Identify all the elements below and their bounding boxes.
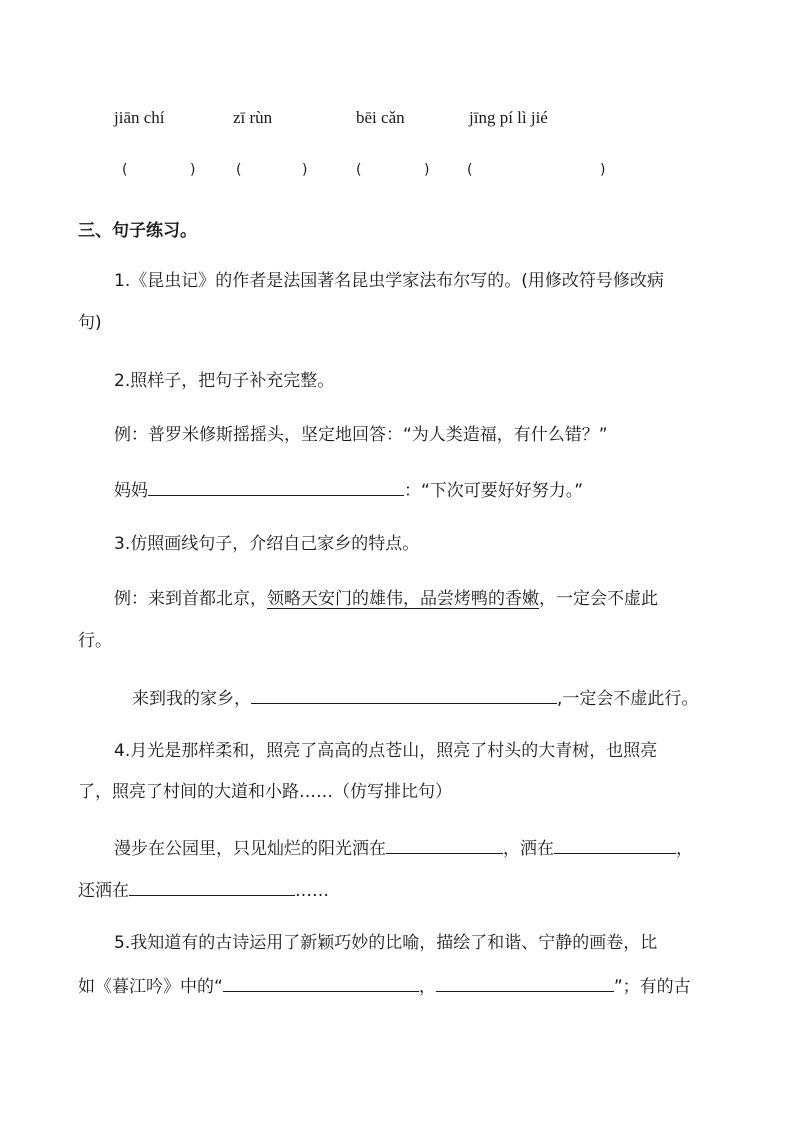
q2-suffix: ：“下次可要好好努力。” bbox=[404, 481, 584, 501]
q2-answer-blank[interactable] bbox=[148, 478, 404, 496]
q4-fill-line2 bbox=[78, 878, 329, 902]
q4-fill-line1 bbox=[114, 836, 693, 860]
q3-example-underlined: 领略天安门的雄伟，品尝烤鸭的香嫩 bbox=[267, 589, 539, 609]
paren-open-4: ( bbox=[467, 162, 473, 178]
q2-title: 2.照样子，把句子补充完整。 bbox=[114, 371, 335, 391]
paren-close-3: ) bbox=[424, 162, 430, 178]
q4-answer-blank-3[interactable] bbox=[129, 878, 295, 896]
q4-line2: 了，照亮了村间的大道和小路……（仿写排比句） bbox=[78, 782, 452, 802]
q2-fill-line bbox=[114, 478, 583, 502]
paren-close-4: ) bbox=[600, 162, 606, 178]
q3-title: 3.仿照画线句子，介绍自己家乡的特点。 bbox=[114, 534, 420, 554]
q2-example: 例：普罗米修斯摇摇头，坚定地回答：“为人类造福，有什么错？” bbox=[114, 425, 608, 445]
q4-fill-prefix: 漫步在公园里，只见灿烂的阳光洒在 bbox=[114, 839, 386, 859]
q4-line1: 4.月光是那样柔和，照亮了高高的点苍山，照亮了村头的大青树，也照亮 bbox=[114, 741, 658, 761]
q3-prefix: 来到我的家乡， bbox=[132, 689, 251, 709]
q5-line2-prefix: 如《暮江吟》中的“ bbox=[78, 977, 223, 997]
paren-close-2: ) bbox=[302, 162, 308, 178]
q5-line2 bbox=[78, 974, 691, 998]
pinyin-4: jīng pí lì jié bbox=[469, 108, 548, 127]
q3-example-line2: 行。 bbox=[78, 631, 112, 651]
q4-answer-blank-1[interactable] bbox=[386, 836, 503, 854]
q3-example-line1 bbox=[114, 588, 658, 610]
paren-open-1: ( bbox=[122, 162, 128, 178]
paren-close-1: ) bbox=[190, 162, 196, 178]
q2-prefix: 妈妈 bbox=[114, 481, 148, 501]
pinyin-1: jiān chí bbox=[114, 108, 165, 127]
q4-fill-end: ， bbox=[676, 839, 693, 859]
q1-line2: 句) bbox=[78, 313, 102, 333]
pinyin-2: zī rùn bbox=[233, 108, 273, 127]
q5-line2-suffix: ”；有的古 bbox=[613, 977, 691, 997]
q4-fill-mid: ，洒在 bbox=[503, 839, 554, 859]
pinyin-3: bēi cǎn bbox=[356, 108, 405, 127]
q5-answer-blank-1[interactable] bbox=[223, 974, 419, 992]
q4-fill2-prefix: 还洒在 bbox=[78, 881, 129, 901]
q3-example-prefix: 例：来到首都北京， bbox=[114, 589, 267, 609]
section-heading: 三、句子练习。 bbox=[78, 221, 197, 241]
paren-open-2: ( bbox=[236, 162, 242, 178]
q5-answer-blank-2[interactable] bbox=[436, 974, 614, 992]
q4-fill2-suffix: …… bbox=[295, 881, 329, 901]
q1-line1: 1.《昆虫记》的作者是法国著名昆虫学家法布尔写的。(用修改符号修改病 bbox=[114, 271, 664, 291]
paren-open-3: ( bbox=[356, 162, 362, 178]
q3-example-suffix: ，一定会不虚此 bbox=[539, 589, 658, 609]
q3-answer-blank[interactable] bbox=[251, 686, 557, 704]
q3-suffix: ,一定会不虚此行。 bbox=[557, 689, 699, 709]
q4-answer-blank-2[interactable] bbox=[554, 836, 676, 854]
q3-fill-line bbox=[132, 686, 698, 710]
q5-line1: 5.我知道有的古诗运用了新颖巧妙的比喻，描绘了和谐、宁静的画卷，比 bbox=[114, 933, 658, 953]
q5-line2-mid: ， bbox=[418, 977, 436, 997]
